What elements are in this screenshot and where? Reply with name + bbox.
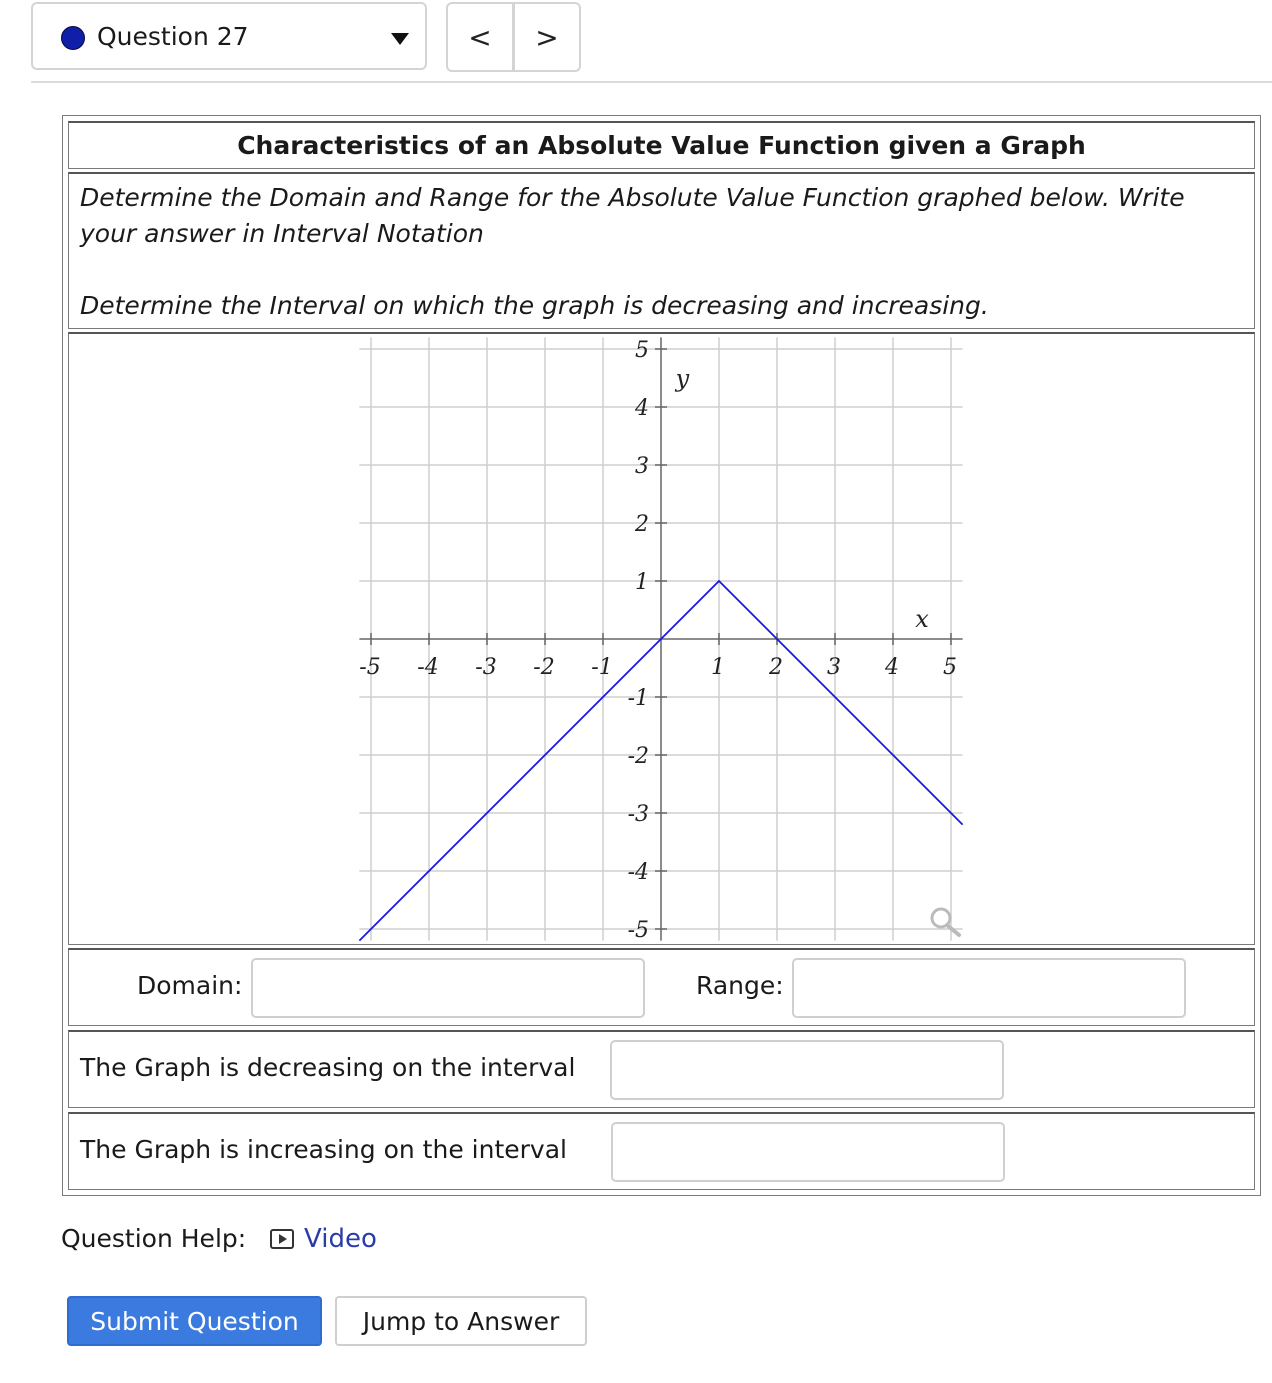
- prompt-line-2: your answer in Interval Notation: [80, 219, 484, 248]
- absolute-value-graph: [69, 334, 1254, 945]
- x-tick-label: -2: [533, 655, 555, 680]
- prompt-line-3: Determine the Interval on which the graph is decreasing and increasing.: [80, 291, 989, 320]
- video-help-link[interactable]: [270, 1224, 377, 1254]
- question-nav-group: [446, 2, 581, 72]
- title-cell: [68, 121, 1255, 169]
- y-tick-label: -4: [627, 860, 649, 885]
- y-tick-label: -2: [627, 744, 649, 769]
- x-tick-label: 2: [769, 655, 783, 680]
- y-tick-label: 4: [635, 396, 649, 421]
- x-tick-label: 5: [943, 655, 957, 680]
- x-axis-label: x: [915, 605, 929, 633]
- previous-question-button[interactable]: <: [468, 20, 492, 54]
- y-tick-label: -5: [627, 918, 649, 943]
- question-status-dot: [61, 26, 85, 50]
- y-tick-label: 3: [635, 454, 649, 479]
- question-selector[interactable]: [31, 2, 427, 70]
- question-help-label: Question Help:: [61, 1224, 247, 1253]
- decreasing-input[interactable]: [610, 1040, 1004, 1100]
- x-tick-label: -3: [475, 655, 497, 680]
- y-tick-label: 5: [635, 338, 649, 363]
- graph-cell: [68, 332, 1255, 945]
- x-tick-label: 4: [885, 655, 899, 680]
- y-axis-label: y: [675, 364, 690, 393]
- problem-prompt: [69, 174, 1254, 330]
- prompt-cell: [68, 172, 1255, 329]
- y-tick-label: 2: [635, 512, 649, 537]
- next-question-button[interactable]: >: [535, 20, 559, 54]
- submit-question-button[interactable]: Submit Question: [67, 1296, 322, 1346]
- x-tick-label: -1: [591, 655, 613, 680]
- domain-input[interactable]: [251, 958, 645, 1018]
- video-link-text: Video: [304, 1224, 377, 1254]
- x-tick-label: 1: [711, 655, 725, 680]
- x-tick-label: 3: [827, 655, 841, 680]
- y-tick-label: 1: [635, 570, 649, 595]
- range-input[interactable]: [792, 958, 1186, 1018]
- increasing-input[interactable]: [611, 1122, 1005, 1182]
- question-selector-label: Question 27: [97, 22, 249, 51]
- video-play-icon: [270, 1229, 294, 1249]
- x-tick-label: -4: [417, 655, 439, 680]
- increasing-label: The Graph is increasing on the interval: [80, 1135, 567, 1164]
- caret-down-icon: [391, 33, 409, 45]
- decreasing-label: The Graph is decreasing on the interval: [80, 1053, 576, 1082]
- jump-to-answer-button[interactable]: Jump to Answer: [335, 1296, 587, 1346]
- y-tick-label: -1: [627, 686, 649, 711]
- x-tick-label: -5: [359, 655, 381, 680]
- problem-title: Characteristics of an Absolute Value Function given a Graph: [237, 131, 1086, 160]
- header-divider: [31, 81, 1272, 83]
- domain-label: Domain:: [137, 971, 243, 1000]
- zoom-magnifier-icon[interactable]: [932, 909, 959, 935]
- prompt-line-1: Determine the Domain and Range for the Absolute Value Function graphed below. Write: [80, 183, 1185, 212]
- range-label: Range:: [696, 971, 784, 1000]
- y-tick-label: -3: [627, 802, 649, 827]
